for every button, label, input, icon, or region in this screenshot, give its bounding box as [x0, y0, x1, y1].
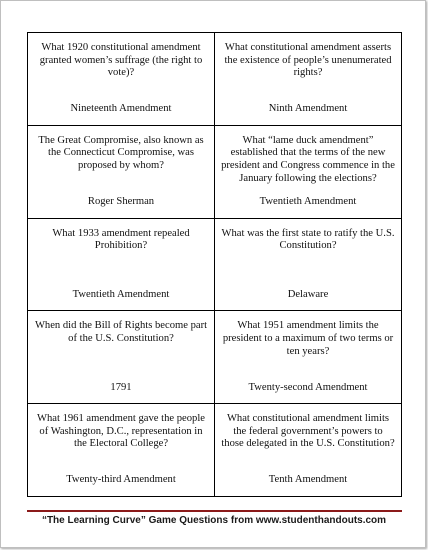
card-question: When did the Bill of Rights become part of the U.S. Constitution? [34, 320, 208, 344]
card-answer: Ninth Amendment [268, 103, 348, 115]
question-card [28, 311, 215, 404]
footer-credit: “The Learning Curve” Game Questions from www.studenthandouts.com [41, 515, 387, 526]
card-answer: Twenty-third Amendment [66, 474, 176, 486]
question-card [28, 404, 215, 497]
card-question: What 1961 amendment gave the people of Washington, D.C., representation in the Electoral College? [37, 413, 205, 450]
card-answer: Twentieth Amendment [72, 288, 170, 300]
card-question: What 1920 constitutional amendment granted women’s suffrage (the right to vote)? [39, 42, 203, 79]
question-card [215, 126, 402, 219]
card-question: What was the first state to ratify the U.S. Constitution? [221, 227, 395, 252]
card-question: What “lame duck amendment” established that the terms of the new president and Congress commence in the January following the elections? [221, 134, 395, 184]
card-question: The Great Compromise, also known as the Connecticut Compromise, was proposed by whom? [38, 134, 204, 171]
question-card [215, 219, 402, 312]
question-card [215, 311, 402, 404]
card-question: What constitutional amendment asserts the existence of people’s unenumerated rights? [224, 42, 392, 79]
card-answer: Twenty-second Amendment [248, 381, 368, 393]
card-question: What 1951 amendment limits the president to a maximum of two terms or ten years? [222, 320, 394, 357]
card-question: What constitutional amendment limits the federal government’s powers to those delegated in the U.S. Constitution? [221, 413, 395, 450]
card-answer: Tenth Amendment [268, 474, 348, 486]
card-question: What 1933 amendment repealed Prohibition? [52, 227, 190, 252]
question-card [28, 33, 215, 126]
card-answer: Roger Sherman [87, 196, 155, 207]
question-card [215, 33, 402, 126]
card-answer: Nineteenth Amendment [70, 103, 172, 115]
question-card [28, 126, 215, 219]
card-answer: 1791 [110, 381, 132, 393]
question-card [28, 219, 215, 312]
question-card [215, 404, 402, 497]
card-answer: Twentieth Amendment [259, 196, 357, 207]
card-answer: Delaware [287, 288, 329, 300]
footer-divider [27, 510, 402, 512]
card-grid [27, 32, 402, 497]
